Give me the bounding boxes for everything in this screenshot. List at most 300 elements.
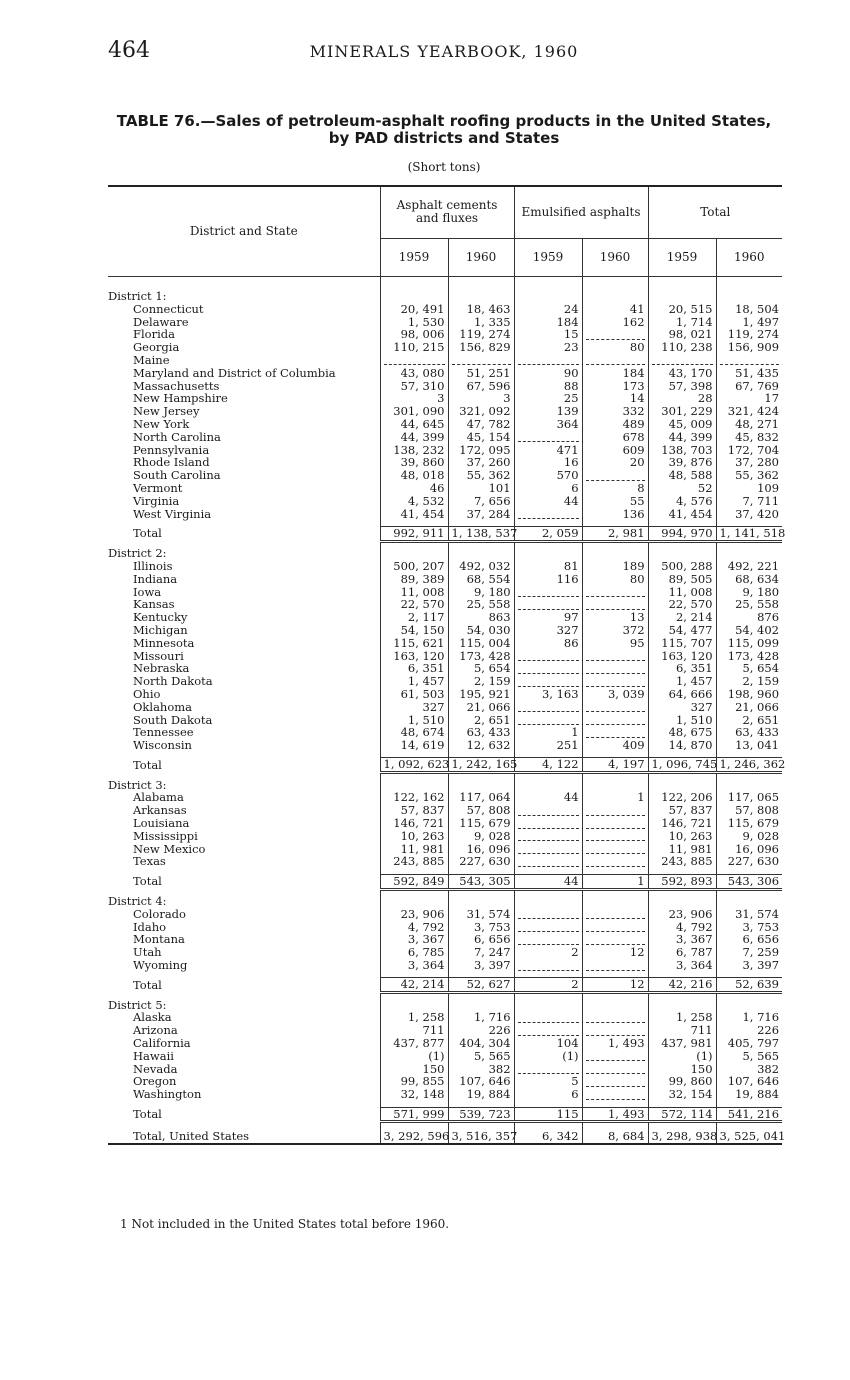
value-cell: 20, 515 — [648, 303, 716, 316]
page-number: 464 — [108, 38, 150, 63]
value-cell: 3, 397 — [716, 959, 782, 972]
value-cell: 43, 080 — [380, 367, 448, 380]
value-cell: 492, 221 — [716, 560, 782, 573]
value-cell: 5, 654 — [716, 662, 782, 675]
value-cell — [514, 508, 582, 521]
value-cell: 492, 032 — [448, 560, 514, 573]
value-cell: 243, 885 — [380, 855, 448, 868]
value-cell: 11, 008 — [648, 586, 716, 599]
state-name: Missouri — [133, 648, 184, 663]
total-value: 52, 627 — [448, 978, 514, 993]
dash-placeholder — [518, 936, 579, 945]
state-name: Alaska — [133, 1010, 172, 1025]
state-name: Connecticut — [133, 301, 204, 316]
value-cell: 405, 797 — [716, 1037, 782, 1050]
grand-total-value: 3, 298, 938 — [648, 1130, 716, 1144]
value-cell: 3, 753 — [448, 921, 514, 934]
value-cell: 115, 679 — [448, 817, 514, 830]
value-cell: 6, 351 — [648, 662, 716, 675]
value-cell: 63, 433 — [448, 726, 514, 739]
value-cell: 156, 909 — [716, 341, 782, 354]
year-header: 1960 — [582, 238, 648, 276]
spacer-cell — [380, 276, 448, 290]
table-row — [108, 959, 782, 972]
empty-cell — [716, 290, 782, 303]
value-cell: 25 — [514, 392, 582, 405]
value-cell — [514, 908, 582, 921]
spacer-cell — [648, 276, 716, 290]
dash-placeholder — [518, 832, 579, 841]
value-cell — [514, 675, 582, 688]
value-cell: 115, 679 — [716, 817, 782, 830]
state-name: Virginia — [133, 493, 180, 508]
dash-placeholder — [586, 716, 645, 725]
value-cell: 1, 335 — [448, 316, 514, 329]
value-cell: 57, 837 — [648, 804, 716, 817]
table-row — [108, 560, 782, 573]
value-cell: 61, 503 — [380, 688, 448, 701]
value-cell: 107, 646 — [716, 1075, 782, 1088]
state-name: South Carolina — [133, 468, 221, 483]
value-cell — [582, 662, 648, 675]
dash-placeholder — [586, 832, 645, 841]
total-label: Total — [133, 874, 162, 889]
value-cell: 150 — [380, 1063, 448, 1076]
page-header — [108, 38, 780, 74]
year-header: 1959 — [514, 238, 582, 276]
empty-cell — [648, 290, 716, 303]
total-value: 994, 970 — [648, 526, 716, 541]
empty-cell — [716, 895, 782, 908]
district-name: District 2: — [108, 546, 167, 561]
table-row — [108, 624, 782, 637]
grand-total-value: 3, 525, 041 — [716, 1130, 782, 1144]
value-cell: 37, 420 — [716, 508, 782, 521]
value-cell: 88 — [514, 380, 582, 393]
state-name: Oregon — [133, 1074, 177, 1089]
spacer-cell — [716, 276, 782, 290]
value-cell: 711 — [648, 1024, 716, 1037]
dash-placeholder — [518, 665, 579, 674]
dash-placeholder — [586, 923, 645, 932]
value-cell: 2, 651 — [448, 714, 514, 727]
value-cell: 8 — [582, 482, 648, 495]
value-cell: 37, 260 — [448, 456, 514, 469]
value-cell: 37, 284 — [448, 508, 514, 521]
value-cell: 14, 619 — [380, 739, 448, 752]
value-cell: 47, 782 — [448, 418, 514, 431]
total-value: 1, 092, 623 — [380, 758, 448, 773]
table-row — [108, 1050, 782, 1063]
district-heading-row — [108, 290, 782, 303]
value-cell: 57, 837 — [380, 804, 448, 817]
table-row — [108, 469, 782, 482]
value-cell — [514, 855, 582, 868]
value-cell: 110, 238 — [648, 341, 716, 354]
state-name: Massachusetts — [133, 378, 220, 393]
value-cell: 195, 921 — [448, 688, 514, 701]
total-value: 1, 138, 537 — [448, 526, 514, 541]
value-cell: 80 — [582, 573, 648, 586]
total-value: 42, 214 — [380, 978, 448, 993]
total-value: 115 — [514, 1107, 582, 1122]
state-name: New York — [133, 416, 190, 431]
table-header — [108, 186, 782, 276]
dash-placeholder — [586, 807, 645, 816]
total-value: 992, 911 — [380, 526, 448, 541]
value-cell: 6 — [514, 1088, 582, 1101]
dash-placeholder — [518, 433, 579, 442]
total-row — [108, 978, 782, 993]
dash-placeholder — [586, 678, 645, 687]
value-cell: 54, 477 — [648, 624, 716, 637]
value-cell: 3, 364 — [380, 959, 448, 972]
value-cell: 138, 703 — [648, 444, 716, 457]
value-cell: 6, 787 — [648, 946, 716, 959]
value-cell: 437, 981 — [648, 1037, 716, 1050]
value-cell: 471 — [514, 444, 582, 457]
dash-placeholder — [652, 356, 713, 365]
value-cell: 16, 096 — [716, 843, 782, 856]
total-value: 4, 122 — [514, 758, 582, 773]
value-cell: 44, 399 — [380, 431, 448, 444]
table-row — [108, 855, 782, 868]
value-cell: 16 — [514, 456, 582, 469]
value-cell: 364 — [514, 418, 582, 431]
value-cell: 136 — [582, 508, 648, 521]
value-cell: 172, 095 — [448, 444, 514, 457]
grand-total-value: 8, 684 — [582, 1130, 648, 1144]
value-cell — [582, 843, 648, 856]
value-cell: 17 — [716, 392, 782, 405]
value-cell: 4, 532 — [380, 495, 448, 508]
value-cell — [514, 817, 582, 830]
value-cell: 80 — [582, 341, 648, 354]
total-value: 1, 096, 745 — [648, 758, 716, 773]
value-cell: 41, 454 — [648, 508, 716, 521]
dash-placeholder — [518, 652, 579, 661]
value-cell: 110, 215 — [380, 341, 448, 354]
value-cell — [514, 830, 582, 843]
value-cell: 876 — [716, 611, 782, 624]
value-cell: 2, 651 — [716, 714, 782, 727]
value-cell: 6, 785 — [380, 946, 448, 959]
value-cell: 1, 510 — [380, 714, 448, 727]
value-cell: 163, 120 — [380, 650, 448, 663]
value-cell — [514, 921, 582, 934]
value-cell: 81 — [514, 560, 582, 573]
dash-placeholder — [518, 678, 579, 687]
table-row — [108, 817, 782, 830]
value-cell: 43, 170 — [648, 367, 716, 380]
value-cell — [716, 354, 782, 367]
value-cell: 6, 656 — [716, 933, 782, 946]
value-cell: 20, 491 — [380, 303, 448, 316]
value-cell: 12 — [582, 946, 648, 959]
value-cell: 5, 565 — [448, 1050, 514, 1063]
state-name: Georgia — [133, 340, 180, 355]
value-cell: 321, 424 — [716, 405, 782, 418]
state-name: Mississippi — [133, 828, 198, 843]
value-cell: 18, 504 — [716, 303, 782, 316]
value-cell: 54, 030 — [448, 624, 514, 637]
value-cell: 5 — [514, 1075, 582, 1088]
value-cell: 500, 288 — [648, 560, 716, 573]
value-cell — [514, 804, 582, 817]
table-row — [108, 830, 782, 843]
value-cell: 116 — [514, 573, 582, 586]
value-cell: 15 — [514, 328, 582, 341]
value-cell: (1) — [380, 1050, 448, 1063]
value-cell: 3, 039 — [582, 688, 648, 701]
dash-placeholder — [586, 665, 645, 674]
value-cell: 41 — [582, 303, 648, 316]
table-row — [108, 908, 782, 921]
value-cell: 48, 675 — [648, 726, 716, 739]
value-cell — [648, 354, 716, 367]
value-cell — [514, 701, 582, 714]
value-cell: 3 — [380, 392, 448, 405]
value-cell: 3, 367 — [380, 933, 448, 946]
value-cell: 18, 463 — [448, 303, 514, 316]
dash-placeholder — [518, 845, 579, 854]
value-cell: 44, 645 — [380, 418, 448, 431]
value-cell: 19, 884 — [716, 1088, 782, 1101]
value-cell — [582, 1063, 648, 1076]
total-value: 539, 723 — [448, 1107, 514, 1122]
value-cell — [582, 675, 648, 688]
total-value: 2 — [514, 978, 582, 993]
table-row — [108, 495, 782, 508]
value-cell: 1, 457 — [380, 675, 448, 688]
dash-placeholder — [586, 1065, 645, 1074]
value-cell: 2 — [514, 946, 582, 959]
state-name: California — [133, 1036, 191, 1051]
value-cell — [582, 714, 648, 727]
state-name: Alabama — [133, 790, 184, 805]
state-name: Rhode Island — [133, 455, 210, 470]
table-row — [108, 1037, 782, 1050]
value-cell: 2, 117 — [380, 611, 448, 624]
value-cell: 382 — [448, 1063, 514, 1076]
value-cell — [582, 701, 648, 714]
total-value: 572, 114 — [648, 1107, 716, 1122]
dash-placeholder — [518, 910, 579, 919]
dash-placeholder — [518, 962, 579, 971]
dash-placeholder — [518, 1014, 579, 1023]
total-value: 571, 999 — [380, 1107, 448, 1122]
total-label: Total — [133, 526, 162, 541]
dash-placeholder — [586, 845, 645, 854]
value-cell: 4, 792 — [380, 921, 448, 934]
value-cell: 863 — [448, 611, 514, 624]
total-value: 1, 141, 518 — [716, 526, 782, 541]
value-cell: 139 — [514, 405, 582, 418]
value-cell: 21, 066 — [448, 701, 514, 714]
value-cell: 44 — [514, 791, 582, 804]
dash-placeholder — [518, 1065, 579, 1074]
value-cell — [514, 662, 582, 675]
running-title: MINERALS YEARBOOK, 1960 — [309, 42, 579, 61]
total-label: Total — [133, 1107, 162, 1122]
value-cell: 570 — [514, 469, 582, 482]
value-cell: 198, 960 — [716, 688, 782, 701]
value-cell: 119, 274 — [448, 328, 514, 341]
value-cell: 1 — [582, 791, 648, 804]
value-cell: 89, 389 — [380, 573, 448, 586]
district-name: District 5: — [108, 997, 167, 1012]
dash-placeholder — [518, 588, 579, 597]
value-cell — [380, 354, 448, 367]
value-cell: 9, 180 — [716, 586, 782, 599]
value-cell: 327 — [648, 701, 716, 714]
value-cell: 55, 362 — [716, 469, 782, 482]
value-cell: 3 — [448, 392, 514, 405]
value-cell: 115, 004 — [448, 637, 514, 650]
value-cell: 55 — [582, 495, 648, 508]
state-name: Michigan — [133, 622, 188, 637]
state-name: Vermont — [133, 480, 183, 495]
state-name: Indiana — [133, 571, 178, 586]
table-row — [108, 1011, 782, 1024]
value-cell: 3, 163 — [514, 688, 582, 701]
value-cell: 101 — [448, 482, 514, 495]
state-name: Arizona — [133, 1023, 178, 1038]
state-name: West Virginia — [133, 506, 212, 521]
value-cell — [514, 843, 582, 856]
value-cell: 301, 229 — [648, 405, 716, 418]
value-cell: 146, 721 — [380, 817, 448, 830]
value-cell: 6, 656 — [448, 933, 514, 946]
dash-placeholder — [518, 356, 579, 365]
value-cell: 25, 558 — [448, 598, 514, 611]
value-cell: 115, 099 — [716, 637, 782, 650]
state-name: Idaho — [133, 919, 167, 934]
total-value: 592, 893 — [648, 874, 716, 889]
state-name: Kentucky — [133, 610, 188, 625]
table-row — [108, 573, 782, 586]
value-cell: 117, 065 — [716, 791, 782, 804]
value-cell: 23, 906 — [648, 908, 716, 921]
value-cell: 46 — [380, 482, 448, 495]
dash-placeholder — [586, 331, 645, 340]
table-title-line2: by PAD districts and States — [328, 129, 560, 147]
value-cell: 37, 280 — [716, 456, 782, 469]
value-cell: 31, 574 — [716, 908, 782, 921]
value-cell: 22, 570 — [380, 598, 448, 611]
value-cell: 11, 981 — [380, 843, 448, 856]
value-cell: 32, 154 — [648, 1088, 716, 1101]
value-cell — [582, 1011, 648, 1024]
footnote: 1 Not included in the United States total before 1960. — [120, 1217, 450, 1231]
value-cell — [582, 908, 648, 921]
total-value: 1, 242, 165 — [448, 758, 514, 773]
value-cell: 4, 576 — [648, 495, 716, 508]
dash-placeholder — [518, 923, 579, 932]
group-header-emulsified: Emulsified asphalts — [514, 186, 648, 238]
value-cell: 251 — [514, 739, 582, 752]
state-name: Florida — [133, 327, 175, 342]
value-cell: 2, 214 — [648, 611, 716, 624]
state-name: Minnesota — [133, 635, 195, 650]
value-cell: 382 — [716, 1063, 782, 1076]
state-name: Delaware — [133, 314, 189, 329]
value-cell: 146, 721 — [648, 817, 716, 830]
value-cell: 119, 274 — [716, 328, 782, 341]
state-name: Nebraska — [133, 661, 190, 676]
value-cell: 39, 876 — [648, 456, 716, 469]
value-cell: 44, 399 — [648, 431, 716, 444]
total-value: 12 — [582, 978, 648, 993]
state-name: Tennessee — [133, 725, 194, 740]
value-cell — [514, 650, 582, 663]
value-cell: 12, 632 — [448, 739, 514, 752]
value-cell — [582, 817, 648, 830]
value-cell: 51, 435 — [716, 367, 782, 380]
value-cell — [582, 650, 648, 663]
stub-header: District and State — [108, 186, 380, 276]
value-cell: 4, 792 — [648, 921, 716, 934]
value-cell: 711 — [380, 1024, 448, 1037]
dash-placeholder — [586, 820, 645, 829]
value-cell: 2, 159 — [716, 675, 782, 688]
dash-placeholder — [586, 588, 645, 597]
table-row — [108, 701, 782, 714]
table-row — [108, 431, 782, 444]
sales-table — [108, 185, 786, 1145]
group-header-total: Total — [648, 186, 782, 238]
dash-placeholder — [586, 601, 645, 610]
grand-total-row — [108, 1130, 782, 1144]
value-cell: 99, 860 — [648, 1075, 716, 1088]
value-cell: 404, 304 — [448, 1037, 514, 1050]
table-unit: (Short tons) — [407, 160, 481, 174]
value-cell: 107, 646 — [448, 1075, 514, 1088]
table-title-line1: TABLE 76.—Sales of petroleum-asphalt roofing products in the United States, — [116, 112, 772, 130]
spacer-cell — [582, 276, 648, 290]
spacer-row — [108, 276, 782, 290]
value-cell: 3, 397 — [448, 959, 514, 972]
dash-placeholder — [518, 807, 579, 816]
value-cell: 332 — [582, 405, 648, 418]
value-cell — [514, 354, 582, 367]
value-cell: 57, 398 — [648, 380, 716, 393]
value-cell: 321, 092 — [448, 405, 514, 418]
year-header: 1960 — [448, 238, 514, 276]
state-name: Washington — [133, 1087, 202, 1102]
state-name: New Mexico — [133, 841, 206, 856]
value-cell: 243, 885 — [648, 855, 716, 868]
value-cell: 14 — [582, 392, 648, 405]
dash-placeholder — [586, 1078, 645, 1087]
value-cell: 9, 028 — [448, 830, 514, 843]
state-name: North Dakota — [133, 674, 213, 689]
dash-placeholder — [586, 910, 645, 919]
value-cell: 409 — [582, 739, 648, 752]
value-cell: 86 — [514, 637, 582, 650]
state-name: Utah — [133, 945, 162, 960]
state-name: Pennsylvania — [133, 442, 210, 457]
value-cell: 7, 247 — [448, 946, 514, 959]
total-value: 1, 493 — [582, 1107, 648, 1122]
value-cell: 67, 596 — [448, 380, 514, 393]
value-cell: 327 — [380, 701, 448, 714]
value-cell: 1 — [514, 726, 582, 739]
table-row — [108, 303, 782, 316]
value-cell: 89, 505 — [648, 573, 716, 586]
empty-cell — [648, 895, 716, 908]
value-cell: 2, 159 — [448, 675, 514, 688]
